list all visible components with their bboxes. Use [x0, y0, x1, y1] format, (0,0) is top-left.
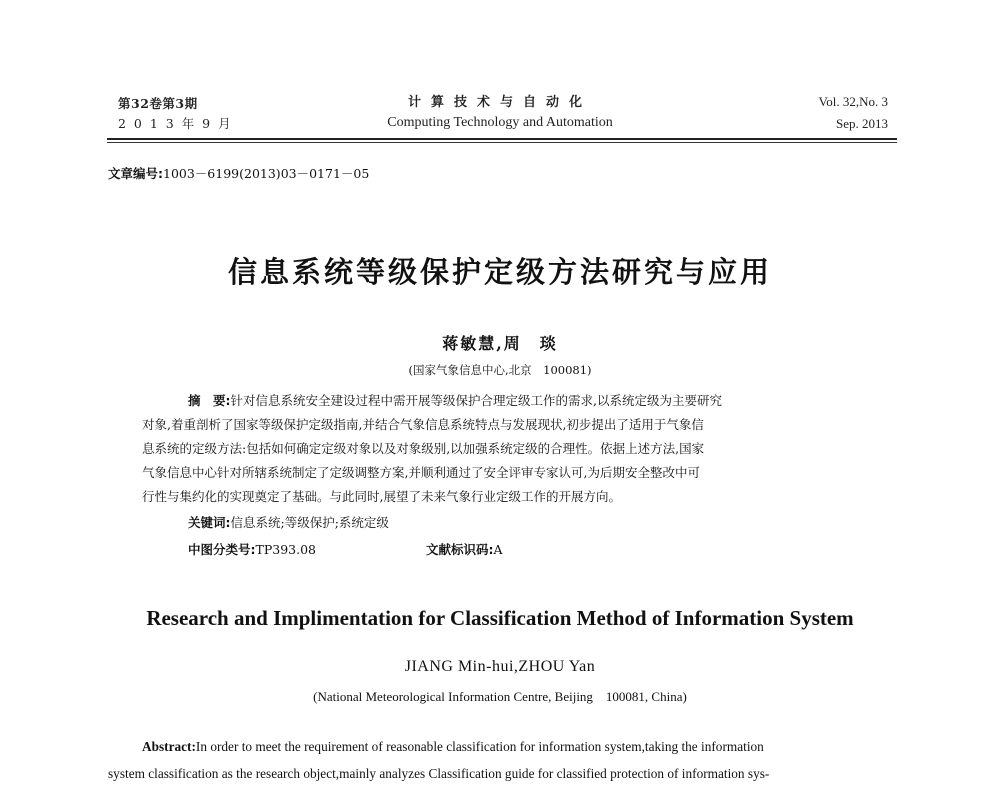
classification-cn-value: TP393.08 [255, 542, 316, 557]
article-number-value: 1003－6199(2013)03－0171－05 [163, 166, 370, 181]
document-code-cn [426, 540, 503, 558]
abstract-cn-text: 针对信息系统安全建设过程中需开展等级保护合理定级工作的需求,以系统定级为主要研究 [230, 393, 722, 408]
abstract-en-text: In order to meet the requirement of reasonable classification for information system,taking the information [195, 739, 764, 754]
affiliation-cn: (国家气象信息中心,北京 100081) [408, 363, 592, 377]
journal-title-cn: 计算技术与自动化 [407, 95, 592, 110]
document-code-cn-value: A [493, 542, 503, 557]
abstract-cn-line: 行性与集约化的实现奠定了基础。与此同时,展望了未来气象行业定级工作的开展方向。 [142, 489, 621, 504]
abstract-en-line: system classification as the research object,mainly analyzes Classification guide for classified protection of information sys- [108, 766, 770, 781]
paper-title-cn: 信息系统等级保护定级方法研究与应用 [227, 255, 772, 289]
authors-en: JIANG Min-hui,ZHOU Yan [404, 658, 596, 675]
abstract-cn [142, 389, 860, 509]
issue-cn: 第32卷第3期 [118, 96, 198, 111]
abstract-cn-line [142, 389, 860, 413]
abstract-cn-line: 气象信息中心针对所辖系统制定了定级调整方案,并顺利通过了安全评审专家认可,为后期安全整改中可 [142, 465, 700, 480]
header-rule-thick [107, 138, 897, 140]
keywords-cn [188, 513, 389, 531]
abstract-en-label: Abstract: [142, 739, 196, 754]
document-code-cn-label: 文献标识码: [426, 542, 494, 557]
authors-cn: 蒋敏慧,周 琰 [442, 334, 558, 353]
header-rule-thin [107, 142, 897, 143]
abstract-cn-line: 息系统的定级方法:包括如何确定定级对象以及对象级别,以加强系统定级的合理性。依据上述方法,国家 [142, 441, 705, 456]
paper-title-en: Research and Implimentation for Classification Method of Information System [146, 606, 854, 630]
volume-en: Vol. 32,No. 3 [818, 94, 888, 109]
keywords-cn-value: 信息系统;等级保护;系统定级 [230, 515, 389, 530]
article-number [108, 164, 369, 182]
abstract-en-line [108, 733, 896, 760]
abstract-en [108, 733, 896, 787]
date-en: Sep. 2013 [836, 116, 888, 131]
classification-cn [188, 540, 316, 558]
abstract-cn-label: 摘 要: [188, 393, 231, 408]
keywords-cn-label: 关键词: [188, 515, 231, 530]
article-number-label: 文章编号: [108, 166, 163, 181]
abstract-cn-line: 对象,着重剖析了国家等级保护定级指南,并结合气象信息系统特点与发展现状,初步提出了适用于气象信 [142, 417, 704, 432]
journal-title-en: Computing Technology and Automation [387, 115, 613, 130]
affiliation-en: (National Meteorological Information Centre, Beijing 100081, China) [313, 689, 687, 704]
classification-cn-label: 中图分类号: [188, 542, 256, 557]
date-cn: 2 0 1 3 年 9 月 [118, 116, 233, 131]
